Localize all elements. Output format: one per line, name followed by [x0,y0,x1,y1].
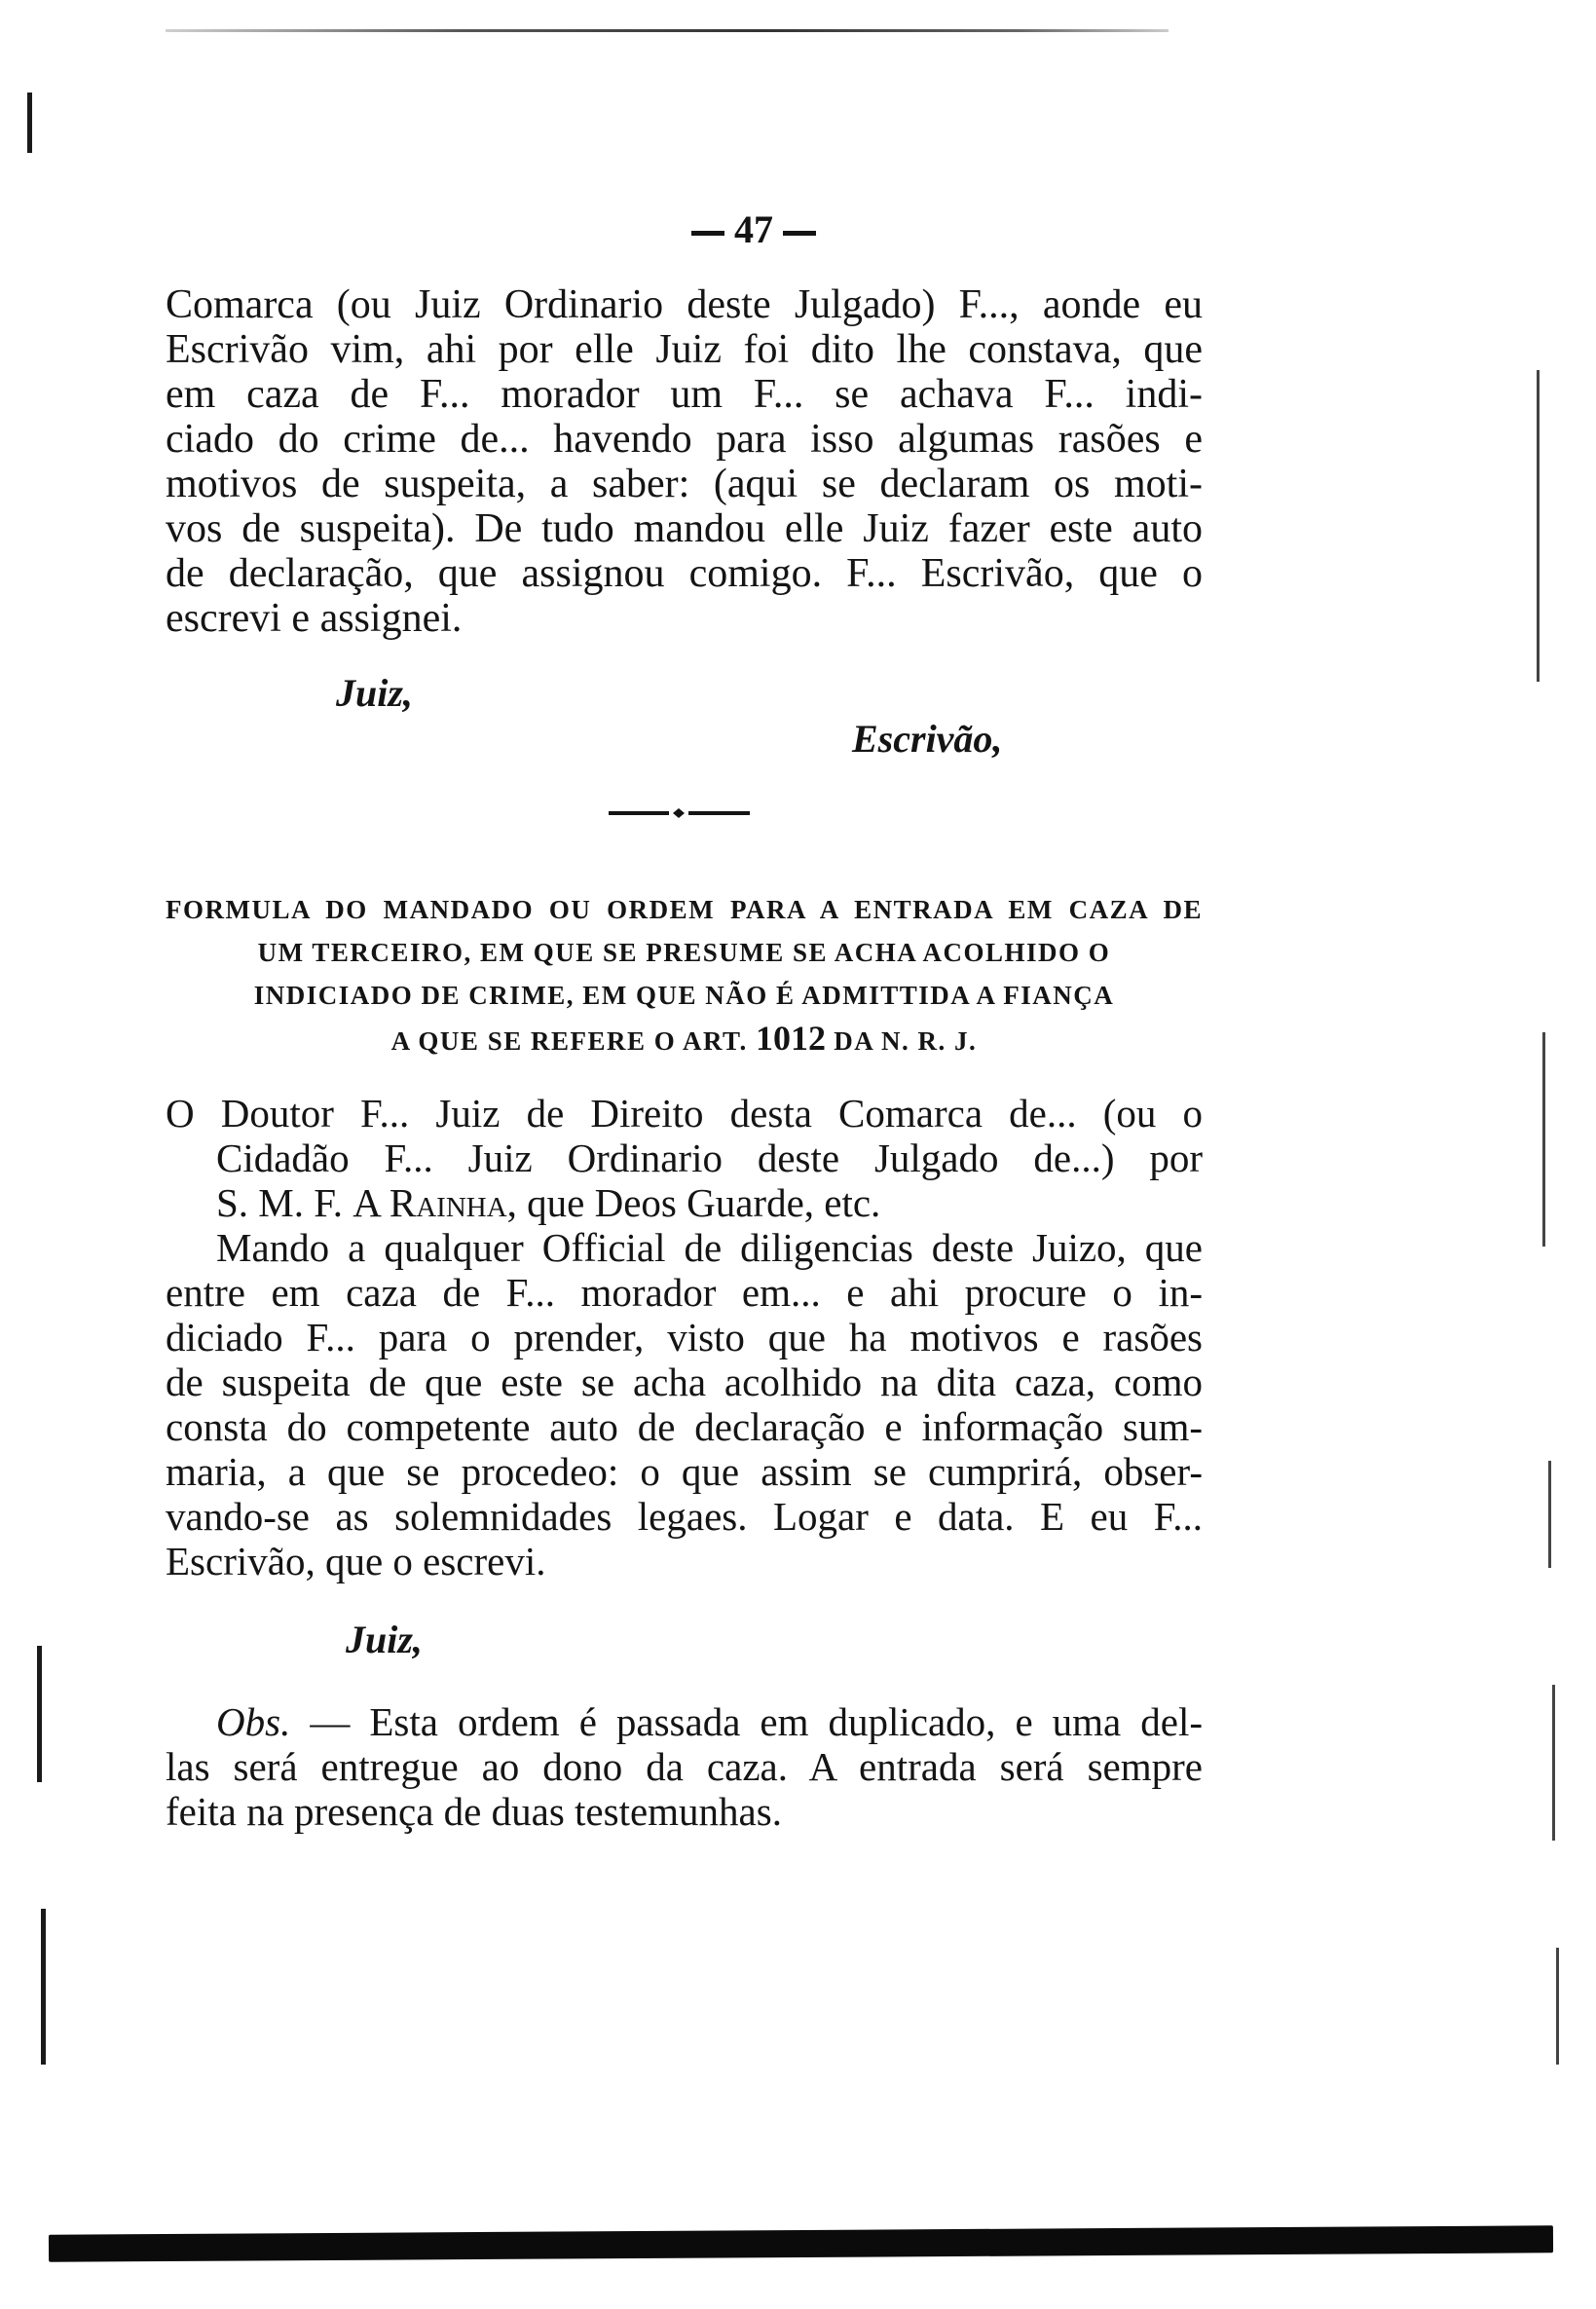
text-line [166,1180,1203,1225]
paragraph-declaration [166,282,1203,641]
paragraph-observation [166,1699,1203,1834]
text-line: Mando a qualquer Official de diligencias deste Juizo, que [216,1225,1203,1270]
text-line: de declaração, que assignou comigo. F... Escrivão, que o [166,551,1203,596]
text-line: de suspeita de que este se acha acolhido na dita caza, como [166,1359,1203,1404]
left-margin-mark [27,93,32,153]
text-line: Comarca (ou Juiz Ordinario deste Julgado) F..., aonde eu [166,282,1203,327]
text-line: O Doutor F... Juiz de Direito desta Comarca de... (ou o [166,1091,1203,1136]
text-line: entre em caza de F... morador em... e ahi procure o in- [166,1270,1203,1315]
heading-law-ref: DA N. R. J. [834,1026,978,1056]
text-line: Escrivão vim, ahi por elle Juiz foi dito lhe constava, que [166,327,1203,372]
heading-line: UM TERCEIRO, EM QUE SE PRESUME SE ACHA ACOLHIDO O [257,938,1111,967]
text-line: diciado F... para o prender, visto que ha motivos e rasões [166,1315,1203,1359]
right-margin-mark [1548,1461,1551,1568]
page-number [0,206,1507,252]
text-line: Escrivão, que o escrevi. [166,1539,546,1583]
text-line: ciado do crime de... havendo para isso algumas rasões e [166,417,1203,462]
paragraph-order [166,1225,1203,1583]
heading-article-ref: A QUE SE REFERE O ART. [390,1026,748,1056]
page-number-text: 47 [734,207,773,251]
heading-line: FORMULA DO MANDADO OU ORDEM PARA A ENTRADA EM CAZA DE [166,895,1203,924]
text-line: vos de suspeita). De tudo mandou elle Juiz fazer este auto [166,506,1203,551]
text-line: consta do competente auto de declaração e informação sum- [166,1404,1203,1449]
obs-text: — Esta ordem é passada em duplicado, e uma del- [290,1699,1203,1744]
bottom-scan-bar [49,2225,1553,2261]
text-line: Cidadão F... Juiz Ordinario deste Julgado de...) por [216,1136,1203,1180]
left-margin-mark [37,1646,42,1782]
top-scan-rule [166,29,1169,32]
obs-label: Obs. [216,1699,291,1744]
heading-line: INDICIADO DE CRIME, EM QUE NÃO É ADMITTIDA A FIANÇA [253,981,1115,1010]
text-line: escrevi e assignei. [166,596,463,641]
text-line: vando-se as solemnidades legaes. Logar e data. E eu F... [166,1494,1203,1539]
text-line: motivos de suspeita, a saber: (aqui se declaram os moti- [166,462,1203,506]
right-margin-mark [1537,370,1540,682]
queen-title: A Rainha [353,1180,507,1225]
section-heading [166,888,1203,1062]
right-margin-mark [1542,1032,1545,1247]
left-margin-mark [41,1909,46,2065]
text-line: las será entregue ao dono da caza. A entrada será sempre [166,1744,1203,1789]
divider-ornament [609,808,750,818]
article-number: 1012 [756,1019,827,1058]
signature-judge-2: Juiz, [346,1618,423,1661]
text-line: feita na presença de duas testemunhas. [166,1789,782,1834]
right-margin-mark [1556,1948,1559,2065]
signature-judge: Juiz, [336,671,413,715]
right-margin-mark [1552,1685,1555,1841]
text-line [166,1699,1203,1744]
signature-clerk: Escrivão, [852,717,1003,761]
paragraph-preamble [166,1091,1203,1225]
text-line: em caza de F... morador um F... se achava F... indi- [166,372,1203,417]
text-line: maria, a que se procedeo: o que assim se cumprirá, obser- [166,1449,1203,1494]
royal-initials: S. M. F. [216,1180,344,1225]
blessing-text: , que Deos Guarde, etc. [506,1180,881,1225]
heading-line [166,1017,1203,1062]
